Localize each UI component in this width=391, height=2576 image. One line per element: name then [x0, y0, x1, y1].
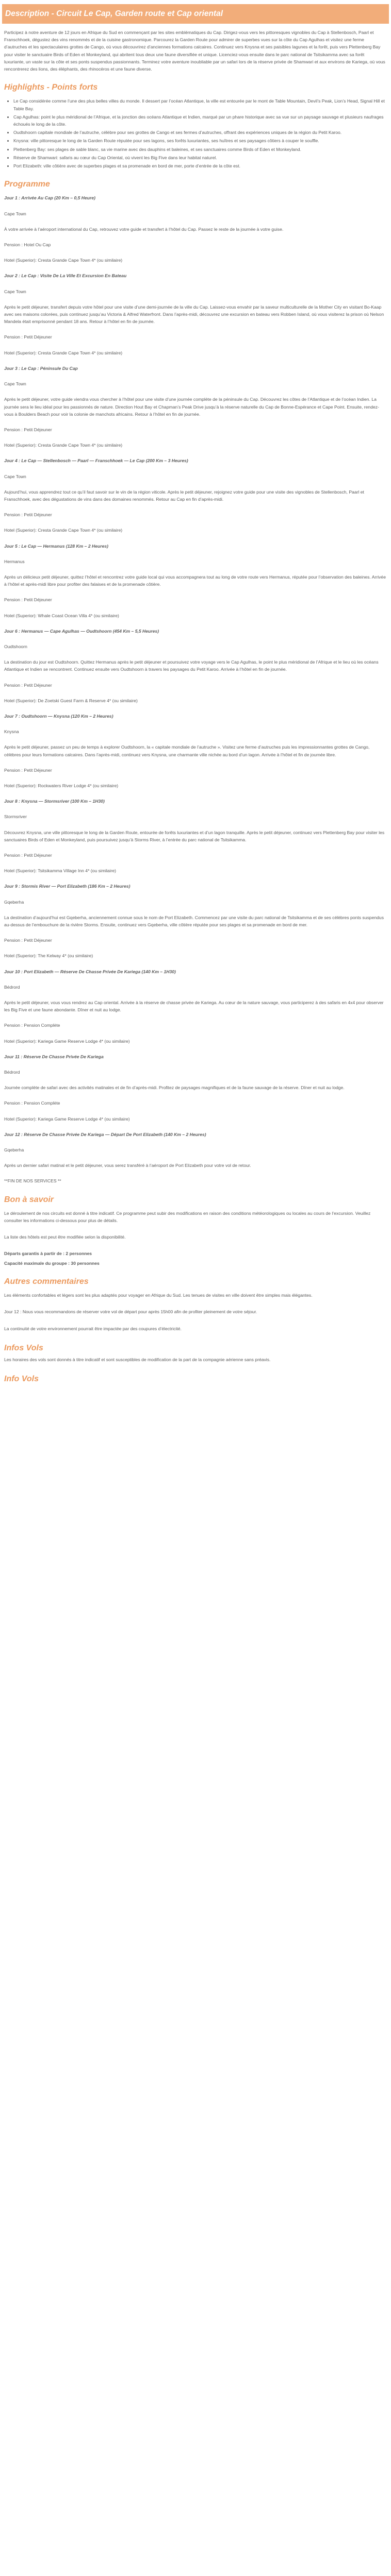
- day-heading: Jour 3 : Le Cap : Péninsule Du Cap: [4, 365, 78, 371]
- day-text: La destination d’aujourd’hui est Gqeberha, anciennement connue sous le nom de Port Elizabeth. Commencez par une visite du parc national de Tsitsikamma et de ses célèbres ponts suspendus au-dessus de l’embouchure de la rivière Storms. Ensuite, continuez vers Gqeberha, ville côtière réputée pour ses plages et sa promenade en bord de mer.: [4, 914, 384, 928]
- infos-vols-text: Les horaires des vols sont donnés à titre indicatif et sont susceptibles de modification de la part de la compagnie aérienne sans préavis.: [4, 1357, 271, 1362]
- day-meal: Pension : Petit Déjeuner: [4, 938, 52, 943]
- program-day: [4, 194, 386, 264]
- program-days: [4, 194, 386, 1184]
- highlight-item: • Le Cap considérée comme l’une des plus belles villes du monde. Il dessert par l’océan Atlantique, la ville est entourée par le mont de Table Mountain, Devil’s Peak, Lion’s Head, Signal Hill et Table Bay.: [13, 97, 386, 112]
- day-hotel: Hotel (Superior): Cresta Grande Cape Town 4* (ou similaire): [4, 350, 123, 355]
- content: [0, 29, 391, 1383]
- day-heading: Jour 4 : Le Cap — Stellenbosch — Paarl — Franschhoek — Le Cap (200 Km – 3 Heures): [4, 458, 188, 464]
- day-heading: Jour 5 : Le Cap — Hermanus (128 Km – 2 Heures): [4, 543, 109, 549]
- day-text: Découvrez Knysna, une ville pittoresque le long de la Garden Route, entourée de forêts luxuriantes et d’un lagon tranquille. Après le petit déjeuner, continuez vers Plettenberg Bay pour visiter les sanctuaires Birds of Eden et Monkeyland, puis poursuivez jusqu’à Storms River, à l’entrée du parc national de Tsitsikamma.: [4, 829, 385, 842]
- program-day: [4, 713, 386, 789]
- day-text: À votre arrivée à l’aéroport international du Cap, retrouvez votre guide et transfert à l’hôtel du Cap. Passez le reste de la journée à votre guise.: [4, 226, 284, 232]
- day-place: Bédrord: [4, 1070, 20, 1075]
- program-day: [4, 883, 386, 959]
- day-text: Après le petit déjeuner, passez un peu de temps à explorer Oudtshoorn, la « capitale mondiale de l’autruche ». Visitez une ferme d’autruches puis les impressionnantes grottes de Cango, célèbres pour leurs formations calcaires. Dans l’après-midi, continuez vers Knysna, une charmante ville nichée au bord d’un lagon. Arrivée à l’hôtel et fin de journée libre.: [4, 744, 370, 757]
- program-day: [4, 1053, 386, 1123]
- info-line: Départs garantis à partir de : 2 personnes: [4, 1251, 92, 1257]
- highlight-item: • Oudtshoorn capitale mondiale de l’autruche, célèbre pour ses grottes de Cango et ses fermes d’autruches, offrant des expériences uniques de la région du Petit Karoo.: [13, 129, 386, 136]
- day-hotel: Hotel (Superior): Kariega Game Reserve Lodge 4* (ou similaire): [4, 1116, 130, 1122]
- day-meal: Pension : Pension Complète: [4, 1023, 60, 1028]
- highlight-item: • Port Elizabeth: ville côtière avec de superbes plages et sa promenade en bord de mer, porte d’entrée de la côte est.: [13, 162, 386, 170]
- day-hotel: Hotel (Superior): Tsitsikamma Village Inn 4* (ou similaire): [4, 868, 116, 874]
- day-hotel: Hotel (Superior): Kariega Game Reserve Lodge 4* (ou similaire): [4, 1038, 130, 1044]
- info-vols-title: Info Vols: [4, 1375, 39, 1384]
- day-place: Cape Town: [4, 211, 26, 216]
- intro-paragraph: Participez à notre aventure de 12 jours en Afrique du Sud en commençant par les sites emblématiques du Cap. Dirigez-vous vers les pittoresques vignobles du Cap à Stellenbosch, Paarl et Franschhoek, dégustez des vins renommés et de la cuisine gastronomique. Parcourez la Garden Route pour admirer de superbes vues sur la côte du Cap Agulhas et visitez une ferme d’autruches et les spectaculaires grottes de Cango, où vous découvrirez d’anciennes formations calcaires. Continuez vers Knysna et ses paisibles lagunes et la forêt, puis vers Plettenberg Bay pour visiter le sanctuaire Birds of Eden et Monkeyland, qui abritent tous deux une faune diversifiée et unique. Licenciez-vous ensuite dans le parc national de Tsitsikamma avec sa forêt luxuriante, un vaste sur la côte et ses ponts suspendus passionnants. Terminez votre aventure inoubliable par un safari lors de la réserve privée de Shamwari et aux environs de Kariega, où vous rencontrerez des lions, des éléphants, des rhinocéros et une faune diverse.: [4, 30, 385, 72]
- day-hotel: Hotel (Superior): Cresta Grande Cape Town 4* (ou similaire): [4, 443, 123, 448]
- day-meal: Pension : Petit Déjeuner: [4, 334, 52, 340]
- day-text: Après le petit déjeuner, transfert depuis votre hôtel pour une visite d’une demi-journée de la ville du Cap. Laissez-vous envahir par la saveur multiculturelle de la Mother City en visitant Bo-Kaap avec ses maisons colorées, puis continuez jusqu’au Victoria & Alfred Waterfront. Dans l’après-midi, découvrez une excursion en bateau vers Robben Island, où vous visiterez la prison où Nelson Mandela était emprisonné pendant 18 ans. Retour à l’hôtel en fin de journée.: [4, 304, 384, 325]
- day-hotel: Hotel (Superior): Cresta Grande Cape Town 4* (ou similaire): [4, 528, 123, 533]
- highlights-title: Highlights - Points forts: [4, 83, 98, 92]
- page-title: Description - Circuit Le Cap, Garden route et Cap oriental: [2, 4, 389, 24]
- program-title: Programme: [4, 180, 50, 189]
- day-meal: Pension : Petit Déjeuner: [4, 682, 52, 688]
- highlights-list: [13, 97, 386, 170]
- autres-commentaires-title: Autres commentaires: [4, 1277, 89, 1286]
- day-heading: Jour 7 : Oudtshoorn — Knysna (120 Km – 2 Heures): [4, 713, 113, 719]
- day-meal: Pension : Petit Déjeuner: [4, 512, 52, 518]
- program-day: [4, 798, 386, 874]
- day-text: Journée complète de safari avec des activités matinales et de fin d’après-midi. Profitez de paysages magnifiques et de la faune sauvage de la réserve. Dîner et nuit au lodge.: [4, 1085, 345, 1091]
- day-place: Cape Town: [4, 289, 26, 294]
- day-meal: **FIN DE NOS SERVICES **: [4, 1178, 61, 1184]
- comment-line: La continuité de votre environnement pourrait être impactée par des coupures d’électricité.: [4, 1326, 182, 1331]
- day-place: Cape Town: [4, 473, 26, 479]
- info-line: La liste des hôtels est peut être modifiée selon la disponibilité.: [4, 1234, 126, 1240]
- day-heading: Jour 9 : Stormis River — Port Elizabeth (186 Km – 2 Heures): [4, 884, 131, 889]
- highlight-item: • Knysna: ville pittoresque le long de la Garden Route réputée pour ses lagons, ses forêts luxuriantes, ses huîtres et ses paysages côtiers à couper le souffle.: [13, 137, 386, 144]
- highlight-item: • Plettenberg Bay: ses plages de sable blanc, sa vie marine avec des dauphins et baleines, et ses sanctuaires comme Birds of Eden et Monkeyland.: [13, 146, 386, 153]
- day-heading: Jour 6 : Hermanus — Cape Agulhas — Oudtshoorn (454 Km – 5,5 Heures): [4, 628, 159, 634]
- program-day: [4, 968, 386, 1045]
- day-text: Après le petit déjeuner, vous vous rendrez au Cap oriental. Arrivée à la réserve de chasse privée de Kariega. Au cœur de la nature sauvage, vous participerez à des safaris en 4x4 pour observer les Big Five et une faune abondante. Dîner et nuit au lodge.: [4, 1000, 384, 1013]
- day-place: Bédrord: [4, 984, 20, 990]
- day-hotel: Hotel (Superior): De Zoetski Guest Farm & Reserve 4* (ou similaire): [4, 698, 138, 703]
- day-place: Gqeberha: [4, 899, 24, 905]
- day-heading: Jour 8 : Knysna — Stormsriver (100 Km – 1H30): [4, 799, 105, 804]
- program-day: [4, 365, 386, 449]
- infos-vols-title: Infos Vols: [4, 1343, 43, 1352]
- day-text: La destination du jour est Oudtshoorn. Quittez Hermanus après le petit déjeuner et poursuivez votre voyage vers le Cap Agulhas, le point le plus méridional de l’Afrique et le lieu où les océans Atlantique et Indien se rencontrent. Continuez ensuite vers Oudtshoorn à travers les paysages du Petit Karoo. Arrivée à l’hôtel en fin de journée.: [4, 659, 379, 672]
- day-hotel: Hotel (Superior): Cresta Grande Cape Town 4* (ou similaire): [4, 258, 123, 263]
- day-place: Oudtshoorn: [4, 643, 27, 649]
- day-text: Après un délicieux petit déjeuner, quittez l’hôtel et rencontrez votre guide local qui vous accompagnera tout au long de votre route vers Hermanus, réputée pour l’observation des baleines. Arrivée à l’hôtel et après-midi libre pour profiter des falaises et de la promenade côtière.: [4, 574, 386, 587]
- program-day: [4, 1131, 386, 1185]
- program-day: [4, 457, 386, 534]
- day-hotel: Hotel (Superior): The Kelway 4* (ou similaire): [4, 953, 93, 959]
- day-text: Après le petit déjeuner, votre guide viendra vous chercher à l’hôtel pour une visite d’une journée complète de la péninsule du Cap. Découvrez les côtes de l’Atlantique et de l’océan Indien. La journée sera le lieu idéal pour les passionnés de nature. Direction Hout Bay et Chapman’s Peak Drive jusqu’à la réserve naturelle du Cap de Bonne-Espérance et Cape Point. Ensuite, rendez-vous à Boulders Beach pour voir la colonie de manchots africains. Retour à l’hôtel en fin de journée.: [4, 397, 379, 417]
- day-text: Après un dernier safari matinal et le petit déjeuner, vous serez transféré à l’aéroport de Port Elizabeth pour votre vol de retour.: [4, 1163, 251, 1168]
- day-heading: Jour 2 : Le Cap : Visite De La Ville Et Excursion En Bateau: [4, 273, 127, 279]
- day-place: Hermanus: [4, 558, 25, 564]
- program-day: [4, 628, 386, 704]
- day-place: Stormsriver: [4, 814, 27, 820]
- day-meal: Pension : Petit Déjeuner: [4, 597, 52, 603]
- comment-line: Les éléments confortables et légers sont les plus adaptés pour voyager en Afrique du Sud. Les tenues de visites en ville doivent être simples mais élégantes.: [4, 1293, 313, 1298]
- day-place: Gqeberha: [4, 1147, 24, 1153]
- day-text: Aujourd’hui, vous apprendrez tout ce qu’il faut savoir sur le vin de la région viticole. Après le petit déjeuner, rejoignez votre guide pour une visite des vignobles de Stellenbosch, Paarl et Franschhoek, avec des dégustations de vins dans des domaines renommés. Retour au Cap en fin d’après-midi.: [4, 489, 364, 502]
- program-day: [4, 272, 386, 356]
- day-place: Cape Town: [4, 381, 26, 387]
- info-line: Le déroulement de nos circuits est donné à titre indicatif. Ce programme peut subir des modifications en raison des conditions météorologiques ou locales au cours de l’excursion. Veuillez consulter les informations ci-dessous pour plus de détails.: [4, 1210, 371, 1224]
- highlight-item: • Cap Agulhas: point le plus méridional de l’Afrique, et la jonction des océans Atlantique et Indien, marqué par un phare historique avec sa vue sur un paysage sauvage et plusieurs naufrages échoués le long de la côte.: [13, 113, 386, 128]
- day-hotel: Hotel (Superior): Rockwaters River Lodge 4* (ou similaire): [4, 783, 119, 788]
- day-heading: Jour 11 : Réserve De Chasse Privée De Kariega: [4, 1054, 104, 1059]
- day-heading: Jour 10 : Port Elizabeth — Réserve De Chasse Privée De Kariega (140 Km – 1H30): [4, 969, 176, 974]
- day-meal: Pension : Petit Déjeuner: [4, 427, 52, 432]
- bon-a-savoir-title: Bon à savoir: [4, 1195, 54, 1204]
- day-meal: Pension : Petit Déjeuner: [4, 853, 52, 858]
- day-meal: Pension : Hotel Ou Cap: [4, 242, 51, 248]
- day-heading: Jour 1 : Arrivée Au Cap (20 Km – 0,5 Heure): [4, 195, 96, 201]
- page: [0, 4, 391, 1383]
- day-heading: Jour 12 : Réserve De Chasse Privée De Kariega — Départ De Port Elizabeth (140 Km – 2 Heures): [4, 1131, 206, 1137]
- day-place: Knysna: [4, 729, 19, 735]
- highlight-item: • Réserve de Shamwari: safaris au cœur du Cap Oriental, où vivent les Big Five dans leur habitat naturel.: [13, 154, 386, 161]
- program-day: [4, 543, 386, 619]
- day-meal: Pension : Petit Déjeuner: [4, 767, 52, 773]
- info-line: Capacité maximale du groupe : 30 personnes: [4, 1260, 100, 1266]
- comment-line: Jour 12 : Nous vous recommandons de réserver votre vol de départ pour après 15h00 afin de profiter pleinement de votre séjour.: [4, 1309, 257, 1315]
- day-hotel: Hotel (Superior): Whale Coast Ocean Villa 4* (ou similaire): [4, 613, 119, 618]
- day-meal: Pension : Pension Complète: [4, 1100, 60, 1106]
